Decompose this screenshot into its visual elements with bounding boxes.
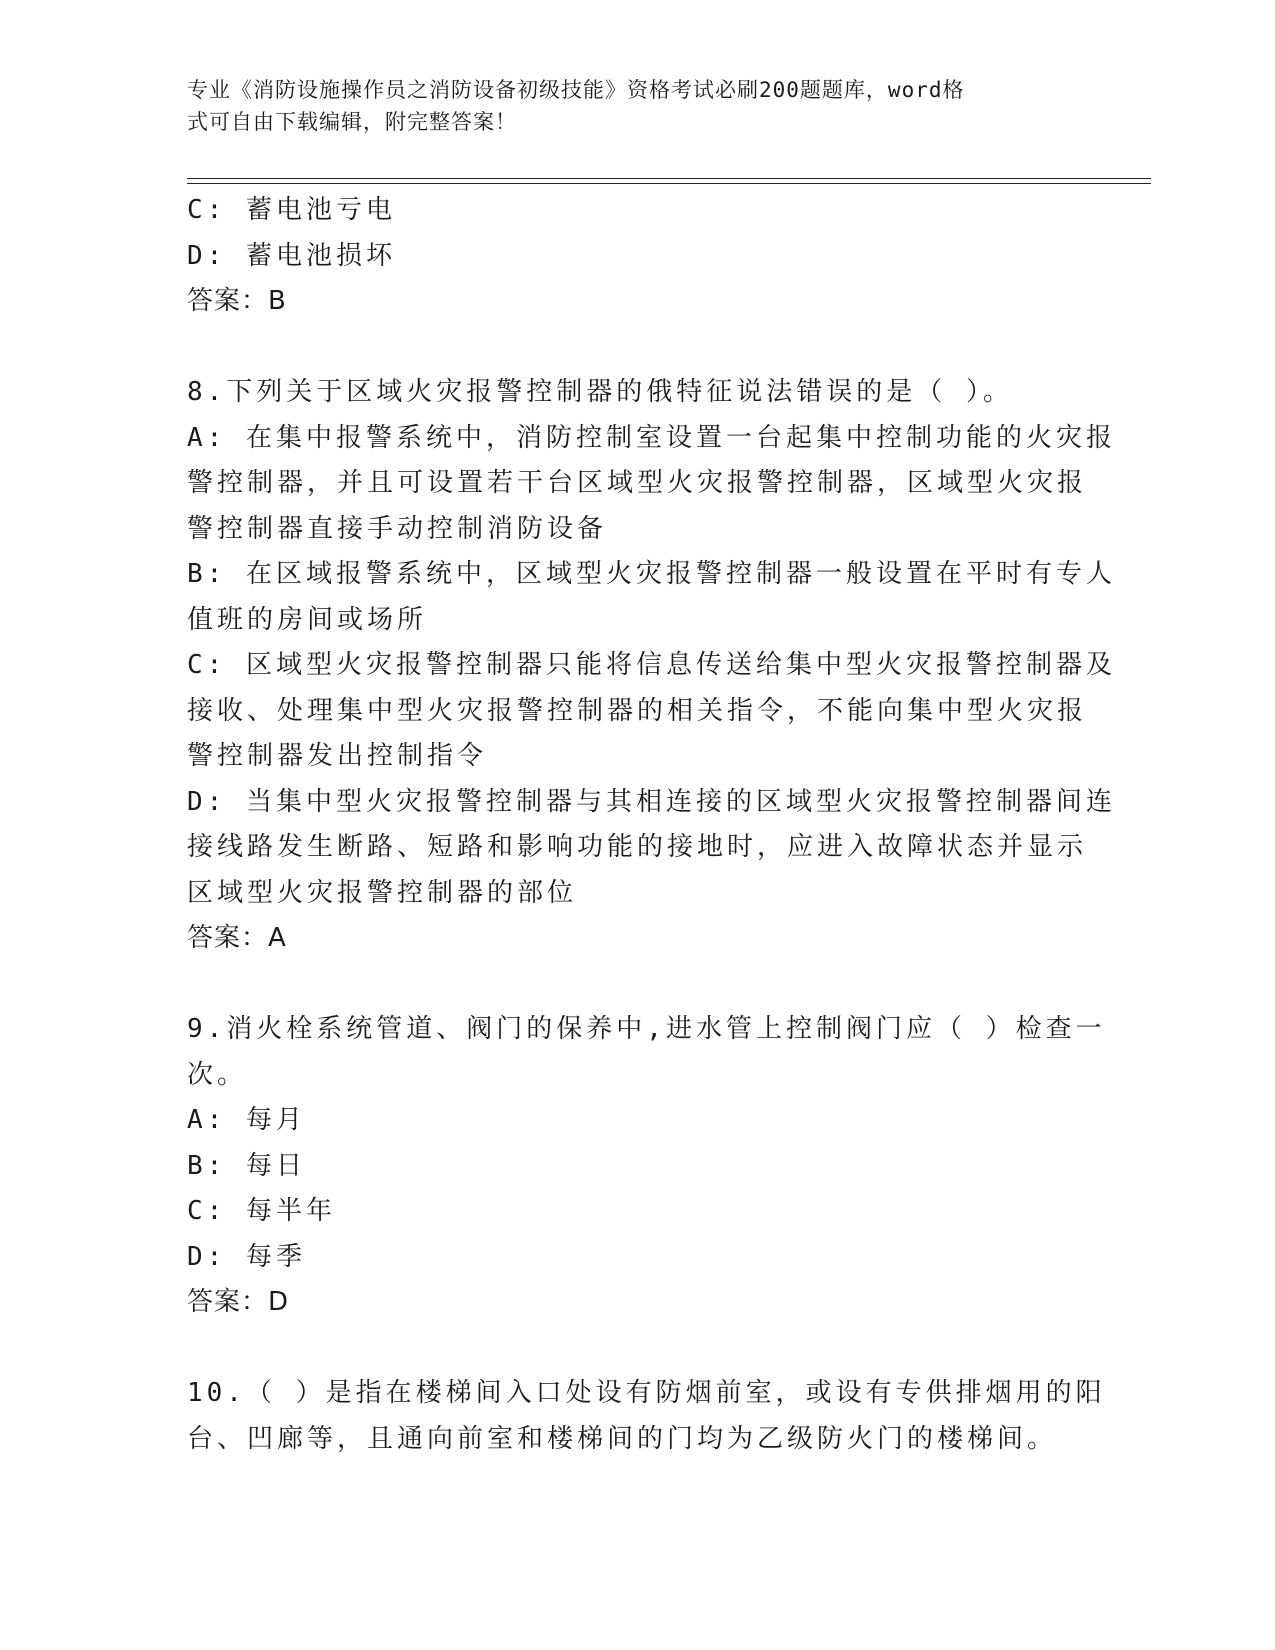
page-header (187, 74, 1067, 138)
q8-option-d-line-3: 区域型火灾报警控制器的部位 (187, 877, 578, 908)
q8-option-c-line-2: 接收、处理集中型火灾报警控制器的相关指令，不能向集中型火灾报 (187, 695, 1088, 726)
q9-stem-line-2: 次。 (187, 1059, 248, 1090)
header-divider-bottom (187, 183, 1151, 184)
header-line-1: 专业《消防设施操作员之消防设备初级技能》资格考试必刷200题题库，word格 (187, 78, 965, 102)
q8-option-a-line-2: 警控制器，并且可设置若干台区域型火灾报警控制器，区域型火灾报 (187, 468, 1088, 498)
q8-answer: 答案：A (187, 923, 287, 953)
q9-option-b: B: 每日 (187, 1150, 306, 1181)
question-content (187, 188, 1116, 1462)
header-divider-top (187, 178, 1151, 179)
q10-stem-line-2: 台、凹廊等，且通向前室和楼梯间的门均为乙级防火门的楼梯间。 (187, 1423, 1058, 1454)
q8-option-d-line-1: D: 当集中型火灾报警控制器与其相连接的区域型火灾报警控制器间连 (187, 786, 1116, 817)
q8-option-b-line-1: B: 在区域报警系统中，区域型火灾报警控制器一般设置在平时有专人 (187, 559, 1116, 589)
q8-stem: 8.下列关于区域火灾报警控制器的俄特征说法错误的是（ ）。 (187, 377, 1013, 407)
q9-answer: 答案：D (187, 1287, 290, 1317)
q9-option-d: D: 每季 (187, 1241, 306, 1272)
spacer (187, 325, 1087, 371)
spacer (187, 962, 1087, 1008)
q8-option-c-line-3: 警控制器发出控制指令 (187, 741, 488, 771)
q8-option-d-line-2: 接线路发生断路、短路和影响功能的接地时，应进入故障状态并显示 (187, 832, 1088, 862)
q9-stem-line-1: 9.消火栓系统管道、阀门的保养中,进水管上控制阀门应（ ）检查一 (187, 1014, 1106, 1044)
q9-option-a: A: 每月 (187, 1105, 306, 1135)
q8-option-c-line-1: C: 区域型火灾报警控制器只能将信息传送给集中型火灾报警控制器及 (187, 650, 1116, 680)
q7-option-d: D: 蓄电池损坏 (187, 240, 396, 271)
q10-stem-line-1: 10.（ ）是指在楼梯间入口处设有防烟前室，或设有专供排烟用的阳 (187, 1378, 1106, 1408)
q8-option-b-line-2: 值班的房间或场所 (187, 604, 428, 635)
q9-option-c: C: 每半年 (187, 1196, 336, 1226)
q7-answer: 答案：B (187, 286, 287, 316)
header-line-2: 式可自由下载编辑，附完整答案！ (187, 110, 517, 134)
q7-option-c: C: 蓄电池亏电 (187, 195, 396, 225)
q8-option-a-line-1: A: 在集中报警系统中，消防控制室设置一台起集中控制功能的火灾报 (187, 422, 1116, 453)
q8-option-a-line-3: 警控制器直接手动控制消防设备 (187, 513, 608, 544)
spacer (187, 1326, 1087, 1372)
